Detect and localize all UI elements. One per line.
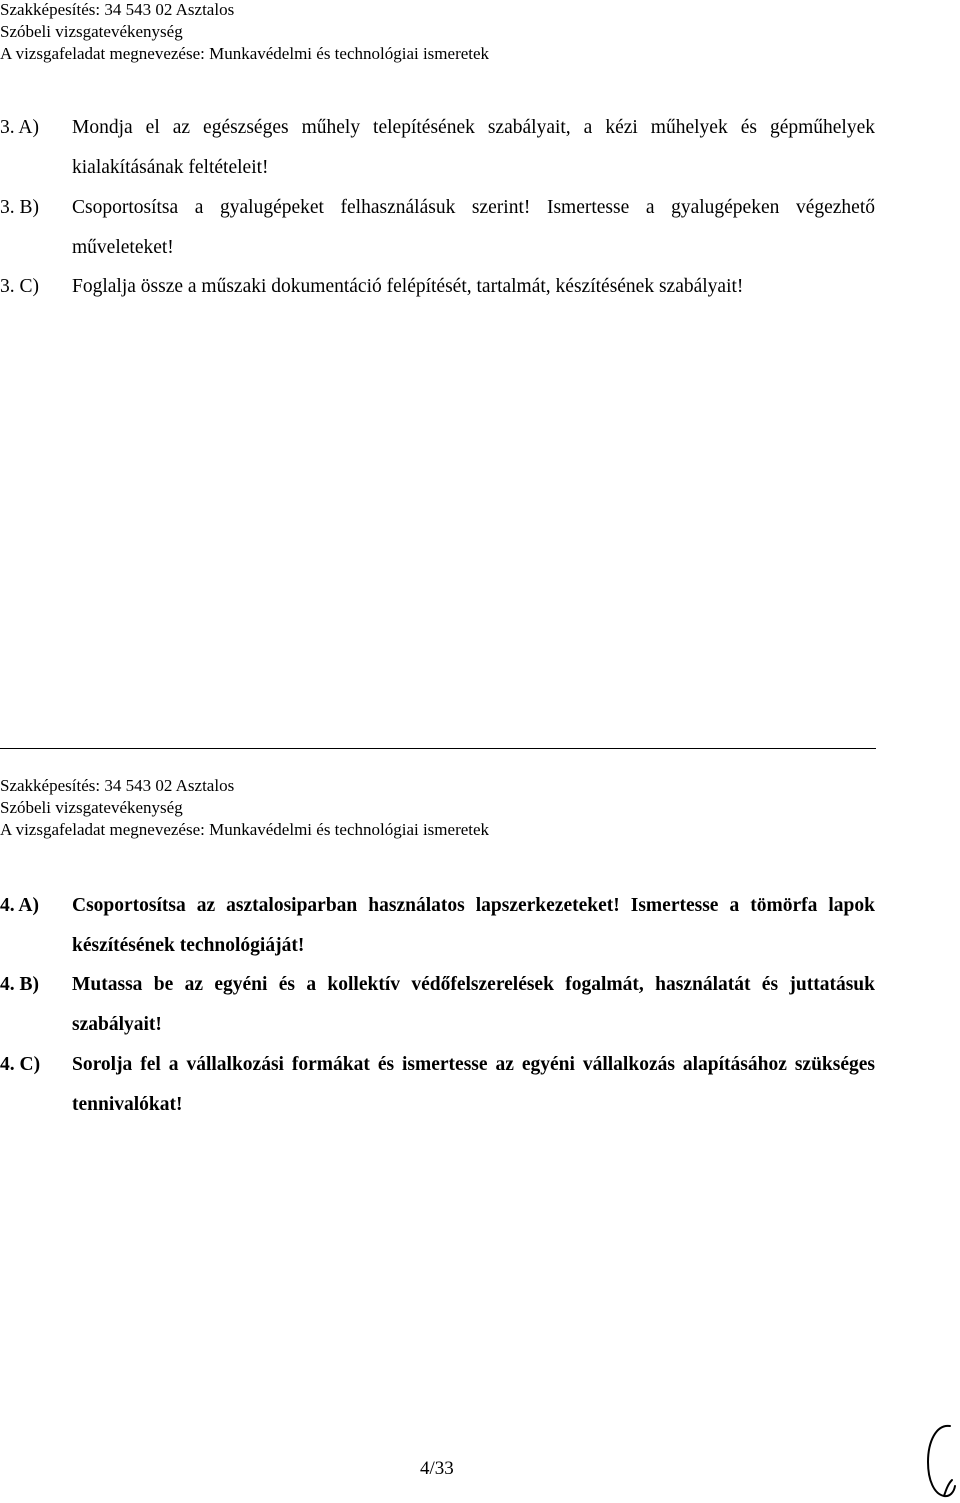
- header-task-name: A vizsgafeladat megnevezése: Munkavédelmi és technológiai ismeretek: [0, 820, 490, 839]
- question-3c-label: 3. C): [0, 276, 39, 297]
- question-3c-text: Foglalja össze a műszaki dokumentáció felépítését, tartalmát, készítésének szabályait!: [72, 276, 744, 297]
- header-qualification: Szakképesítés: 34 543 02 Asztalos: [0, 0, 235, 19]
- page-number: 4/33: [420, 1458, 454, 1479]
- question-4c-label: 4. C): [0, 1054, 41, 1075]
- header-exam-type: Szóbeli vizsgatevékenység: [0, 798, 183, 817]
- signature-mark: [922, 1420, 958, 1500]
- question-4a-label: 4. A): [0, 895, 39, 916]
- question-4b-text: Mutassa be az egyéni és a kollektív védőfelszerelések fogalmát, használatát és juttatásuk szabályait!: [72, 974, 875, 1035]
- question-4a-text: Csoportosítsa az asztalosiparban használatos lapszerkezeteket! Ismertesse a tömörfa lapok készítésének technológiáját!: [72, 895, 875, 956]
- question-4c-text: Sorolja fel a vállalkozási formákat és ismertesse az egyéni vállalkozás alapításához szükséges tennivalókat!: [72, 1054, 875, 1115]
- header-exam-type: Szóbeli vizsgatevékenység: [0, 22, 183, 41]
- section-divider: [0, 748, 876, 749]
- question-3a-label: 3. A): [0, 117, 39, 138]
- header-qualification: Szakképesítés: 34 543 02 Asztalos: [0, 776, 235, 795]
- question-3a-text: Mondja el az egészséges műhely telepítésének szabályait, a kézi műhelyek és gépműhelyek kialakításának feltételeit!: [72, 117, 875, 178]
- question-3b-text: Csoportosítsa a gyalugépeket felhasználásuk szerint! Ismertesse a gyalugépeken végezhető műveleteket!: [72, 197, 875, 258]
- question-4b-label: 4. B): [0, 974, 39, 995]
- question-3b-label: 3. B): [0, 197, 39, 218]
- header-task-name: A vizsgafeladat megnevezése: Munkavédelmi és technológiai ismeretek: [0, 44, 490, 63]
